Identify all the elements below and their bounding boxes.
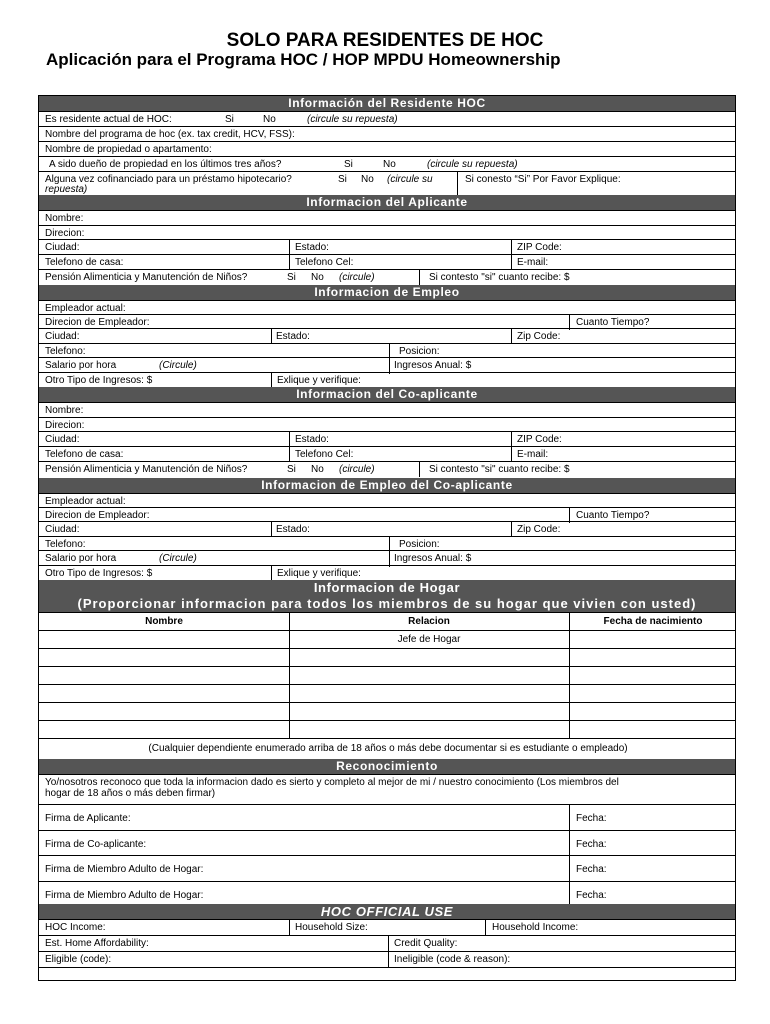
city-row (39, 239, 735, 254)
page-title: SOLO PARA RESIDENTES DE HOC (226, 30, 544, 51)
signature-row (39, 830, 735, 855)
section-header-applicant: Informacion del Aplicante (39, 195, 735, 210)
employer-city-row (39, 328, 735, 343)
divider (511, 432, 512, 447)
city-field[interactable]: Ciudad: (45, 242, 80, 253)
explain-field[interactable]: Exlique y verifique: (277, 375, 361, 386)
salary-label[interactable]: Salario por hora (45, 553, 117, 564)
recognition-line-1: Yo/nosotros reconoco que toda la informacion dado es sierto y completo al mejor de mi / nuestro conocimiento (Los miembros del (45, 777, 619, 788)
recognition-text (39, 774, 735, 804)
annual-income-field[interactable]: Ingresos Anual: $ (394, 360, 472, 371)
divider (569, 805, 570, 831)
date-field[interactable]: Fecha: (576, 813, 607, 824)
address-row (39, 225, 735, 240)
household-income-field[interactable]: Household Income: (492, 922, 579, 933)
city-field[interactable]: Ciudad: (45, 524, 80, 535)
other-income-row (39, 372, 735, 387)
table-row[interactable] (39, 666, 735, 684)
phone-row (39, 446, 735, 461)
official-row (39, 919, 735, 935)
salary-row (39, 550, 735, 565)
name-row (39, 402, 735, 417)
divider (569, 882, 570, 905)
divider (271, 329, 272, 344)
state-field[interactable]: Estado: (295, 434, 329, 445)
alimony-row (39, 461, 735, 476)
column-header-birthdate: Fecha de nacimiento (603, 616, 703, 627)
divider (485, 920, 486, 936)
cofinance-label: Alguna vez cofinanciado para un préstamo hipotecario? (45, 174, 292, 185)
signature-row (39, 881, 735, 904)
no-option[interactable]: No (383, 159, 396, 170)
cell-phone-field[interactable]: Telefono Cel: (295, 449, 354, 460)
no-option[interactable]: No (311, 272, 324, 283)
no-option[interactable]: No (311, 464, 324, 475)
household-note-row (39, 738, 735, 756)
no-option[interactable]: No (263, 114, 276, 125)
employer-row (39, 300, 735, 315)
divider (271, 373, 272, 388)
divider (511, 240, 512, 255)
email-field[interactable]: E-mail: (517, 257, 549, 268)
household-subtitle: (Proporcionar informacion para todos los miembros de su hogar que vivien con usted) (77, 596, 697, 611)
section-header-resident: Información del Residente HOC (39, 96, 735, 111)
employer-address-field[interactable]: Direcion de Empleador: (45, 510, 150, 521)
circle-hint: (circule) (339, 272, 375, 283)
household-size-field[interactable]: Household Size: (295, 922, 368, 933)
divider (511, 329, 512, 344)
divider (289, 255, 290, 270)
circle-hint: (circule su repuesta) (427, 159, 518, 170)
signature-row (39, 804, 735, 830)
zip-field[interactable]: ZIP Code: (517, 434, 562, 445)
date-field[interactable]: Fecha: (576, 864, 607, 875)
section-header-household (39, 580, 735, 612)
employer-address-row (39, 314, 735, 329)
circle-hint: (Circule) (159, 360, 197, 371)
explain-field[interactable]: Exlique y verifique: (277, 568, 361, 579)
divider (569, 856, 570, 882)
city-field[interactable]: Ciudad: (45, 331, 80, 342)
salary-row (39, 357, 735, 372)
section-header-employment: Informacion de Empleo (39, 285, 735, 300)
table-row[interactable] (39, 648, 735, 666)
column-header-name: Nombre (145, 616, 183, 627)
signature-row (39, 855, 735, 881)
other-income-field[interactable]: Otro Tipo de Ingresos: $ (45, 375, 153, 386)
address-field[interactable]: Direcion: (45, 228, 85, 239)
divider (289, 432, 290, 447)
employer-field[interactable]: Empleador actual: (45, 303, 126, 314)
zip-field[interactable]: ZIP Code: (517, 242, 562, 253)
yes-option[interactable]: Si (338, 174, 347, 185)
head-of-household: Jefe de Hogar (397, 634, 461, 645)
alimony-row (39, 269, 735, 284)
divider (511, 255, 512, 270)
property-label[interactable]: Nombre de propiedad o apartamento: (45, 144, 212, 155)
position-field[interactable]: Posicion: (399, 539, 440, 550)
column-header-relation: Relacion (408, 616, 450, 627)
divider (271, 522, 272, 537)
member-signature-field[interactable]: Firma de Miembro Adulto de Hogar: (45, 890, 204, 901)
alimony-label: Pensión Alimenticia y Manutención de Niños? (45, 272, 248, 283)
divider (419, 462, 420, 477)
alimony-label: Pensión Alimenticia y Manutención de Niños? (45, 464, 248, 475)
amount-field[interactable]: Si contesto "si" cuanto recibe: $ (429, 272, 570, 283)
position-field[interactable]: Posicion: (399, 346, 440, 357)
resident-label: Es residente actual de HOC: (45, 114, 172, 125)
divider (289, 920, 290, 936)
name-field[interactable]: Nombre: (45, 213, 84, 224)
time-field[interactable]: Cuanto Tiempo? (576, 510, 650, 521)
divider (289, 447, 290, 462)
section-header-recognition: Reconocimiento (39, 759, 735, 774)
yes-option[interactable]: Si (225, 114, 234, 125)
application-form (38, 95, 736, 981)
address-field[interactable]: Direcion: (45, 420, 85, 431)
hoc-income-field[interactable]: HOC Income: (45, 922, 106, 933)
salary-label[interactable]: Salario por hora (45, 360, 117, 371)
no-option[interactable]: No (361, 174, 374, 185)
cofinance-row (39, 171, 735, 195)
city-field[interactable]: Ciudad: (45, 434, 80, 445)
amount-field[interactable]: Si contesto "si" cuanto recibe: $ (429, 464, 570, 475)
circle-hint: (circule) (339, 464, 375, 475)
eligible-field[interactable]: Eligible (code): (45, 954, 112, 965)
date-field[interactable]: Fecha: (576, 839, 607, 850)
employer-field[interactable]: Empleador actual: (45, 496, 126, 507)
phone-field[interactable]: Telefono: (45, 539, 86, 550)
ineligible-field[interactable]: Ineligible (code & reason): (394, 954, 511, 965)
circle-hint-cont: repuesta) (45, 184, 88, 195)
phone-row (39, 254, 735, 269)
time-field[interactable]: Cuanto Tiempo? (576, 317, 650, 328)
member-signature-field[interactable]: Firma de Miembro Adulto de Hogar: (45, 864, 204, 875)
yes-option[interactable]: Si (287, 272, 296, 283)
page-subtitle: Aplicación para el Programa HOC / HOP MPDU Homeownership (46, 50, 561, 69)
employer-row (39, 493, 735, 508)
address-row (39, 417, 735, 432)
divider (511, 447, 512, 462)
zip-field[interactable]: Zip Code: (517, 524, 561, 535)
cell-phone-field[interactable]: Telefono Cel: (295, 257, 354, 268)
name-field[interactable]: Nombre: (45, 405, 84, 416)
email-field[interactable]: E-mail: (517, 449, 549, 460)
resident-row (39, 111, 735, 126)
table-row[interactable] (39, 684, 735, 702)
property-row (39, 141, 735, 156)
divider (569, 831, 570, 856)
employer-phone-row (39, 536, 735, 551)
official-bottom-rule (39, 967, 735, 968)
explain-label[interactable]: Si conesto “Si” Por Favor Explique: (465, 174, 621, 185)
circle-hint: (Circule) (159, 553, 197, 564)
state-field[interactable]: Estado: (295, 242, 329, 253)
table-row[interactable] (39, 702, 735, 720)
official-row (39, 935, 735, 951)
program-row (39, 126, 735, 141)
divider (419, 270, 420, 285)
coapplicant-signature-field[interactable]: Firma de Co-aplicante: (45, 839, 147, 850)
phone-field[interactable]: Telefono: (45, 346, 86, 357)
household-title: Informacion de Hogar (313, 580, 461, 595)
employer-city-row (39, 521, 735, 536)
home-phone-field[interactable]: Telefono de casa: (45, 449, 124, 460)
zip-field[interactable]: Zip Code: (517, 331, 561, 342)
employer-address-field[interactable]: Direcion de Empleador: (45, 317, 150, 328)
divider (511, 522, 512, 537)
yes-option[interactable]: Si (287, 464, 296, 475)
applicant-signature-field[interactable]: Firma de Aplicante: (45, 813, 131, 824)
employer-phone-row (39, 343, 735, 358)
state-field[interactable]: Estado: (276, 524, 310, 535)
date-field[interactable]: Fecha: (576, 890, 607, 901)
credit-quality-field[interactable]: Credit Quality: (394, 938, 458, 949)
annual-income-field[interactable]: Ingresos Anual: $ (394, 553, 472, 564)
program-label[interactable]: Nombre del programa de hoc (ex. tax credit, HCV, FSS): (45, 129, 295, 140)
divider (457, 172, 458, 196)
household-table-header (39, 612, 735, 630)
recognition-line-2: hogar de 18 años o más deben firmar) (45, 788, 216, 799)
other-income-row (39, 565, 735, 580)
yes-option[interactable]: Si (344, 159, 353, 170)
owner-label: A sido dueño de propiedad en los últimos tres años? (49, 159, 282, 170)
home-phone-field[interactable]: Telefono de casa: (45, 257, 124, 268)
affordability-field[interactable]: Est. Home Affordability: (45, 938, 149, 949)
city-row (39, 431, 735, 446)
table-row[interactable] (39, 720, 735, 738)
section-header-co-employment: Informacion de Empleo del Co-aplicante (39, 478, 735, 493)
other-income-field[interactable]: Otro Tipo de Ingresos: $ (45, 568, 153, 579)
table-row[interactable] (39, 630, 735, 648)
household-note: (Cualquier dependiente enumerado arriba de 18 años o más debe documentar si es estudiante o empleado) (148, 743, 628, 754)
name-row (39, 210, 735, 225)
state-field[interactable]: Estado: (276, 331, 310, 342)
owner-row (39, 156, 735, 171)
official-row (39, 951, 735, 967)
circle-hint: (circule su repuesta) (307, 114, 398, 125)
section-header-coapplicant: Informacion del Co-aplicante (39, 387, 735, 402)
divider (289, 240, 290, 255)
divider (271, 566, 272, 581)
section-header-official: HOC OFFICIAL USE (39, 904, 735, 919)
circle-hint: (circule su (387, 174, 433, 185)
employer-address-row (39, 507, 735, 522)
